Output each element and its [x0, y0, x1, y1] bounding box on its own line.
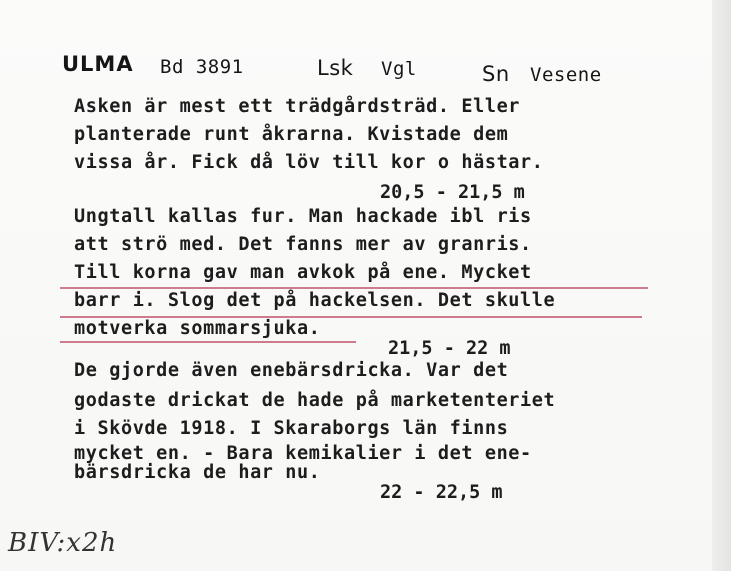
text-line: godaste drickat de hade på marketenteriet: [74, 390, 556, 411]
text-line: i Skövde 1918. I Skaraborgs län finns: [74, 418, 509, 439]
text-line: mycket en. - Bara kemikalier i det ene-: [74, 443, 532, 464]
text-line: Ungtall kallas fur. Man hackade ibl ris: [74, 206, 532, 227]
text-line: barr i. Slog det på hackelsen. Det skulle: [74, 290, 556, 311]
text-line: vissa år. Fick då löv till kor o hästar.: [74, 152, 544, 173]
depth-measure: 22 - 22,5 m: [380, 482, 503, 503]
socken-label: Sn: [482, 62, 510, 86]
socken-value: Vesene: [530, 64, 602, 86]
depth-measure: 20,5 - 21,5 m: [380, 182, 525, 203]
underline-mark: [60, 341, 356, 343]
text-line: planterade runt åkrarna. Kvistade dem: [74, 124, 509, 145]
landskap-label: Lsk: [317, 56, 354, 80]
archive-name: ULMA: [62, 52, 134, 76]
text-line: att strö med. Det fanns mer av granris.: [74, 234, 532, 255]
text-line: Till korna gav man avkok på ene. Mycket: [74, 262, 532, 283]
text-line: Asken är mest ett trädgårdsträd. Eller: [74, 96, 521, 117]
landskap-value: Vgl: [381, 58, 417, 80]
underline-mark: [60, 287, 648, 289]
depth-measure: 21,5 - 22 m: [388, 338, 511, 359]
text-line: motverka sommarsjuka.: [74, 318, 321, 339]
text-line: De gjorde även enebärsdricka. Var det: [74, 360, 509, 381]
text-line: bärsdricka de har nu.: [74, 462, 321, 483]
volume-number: Bd 3891: [160, 56, 244, 78]
card-edge-shadow: [712, 0, 731, 571]
handwritten-archive-code: BIV:x2h: [8, 528, 118, 558]
